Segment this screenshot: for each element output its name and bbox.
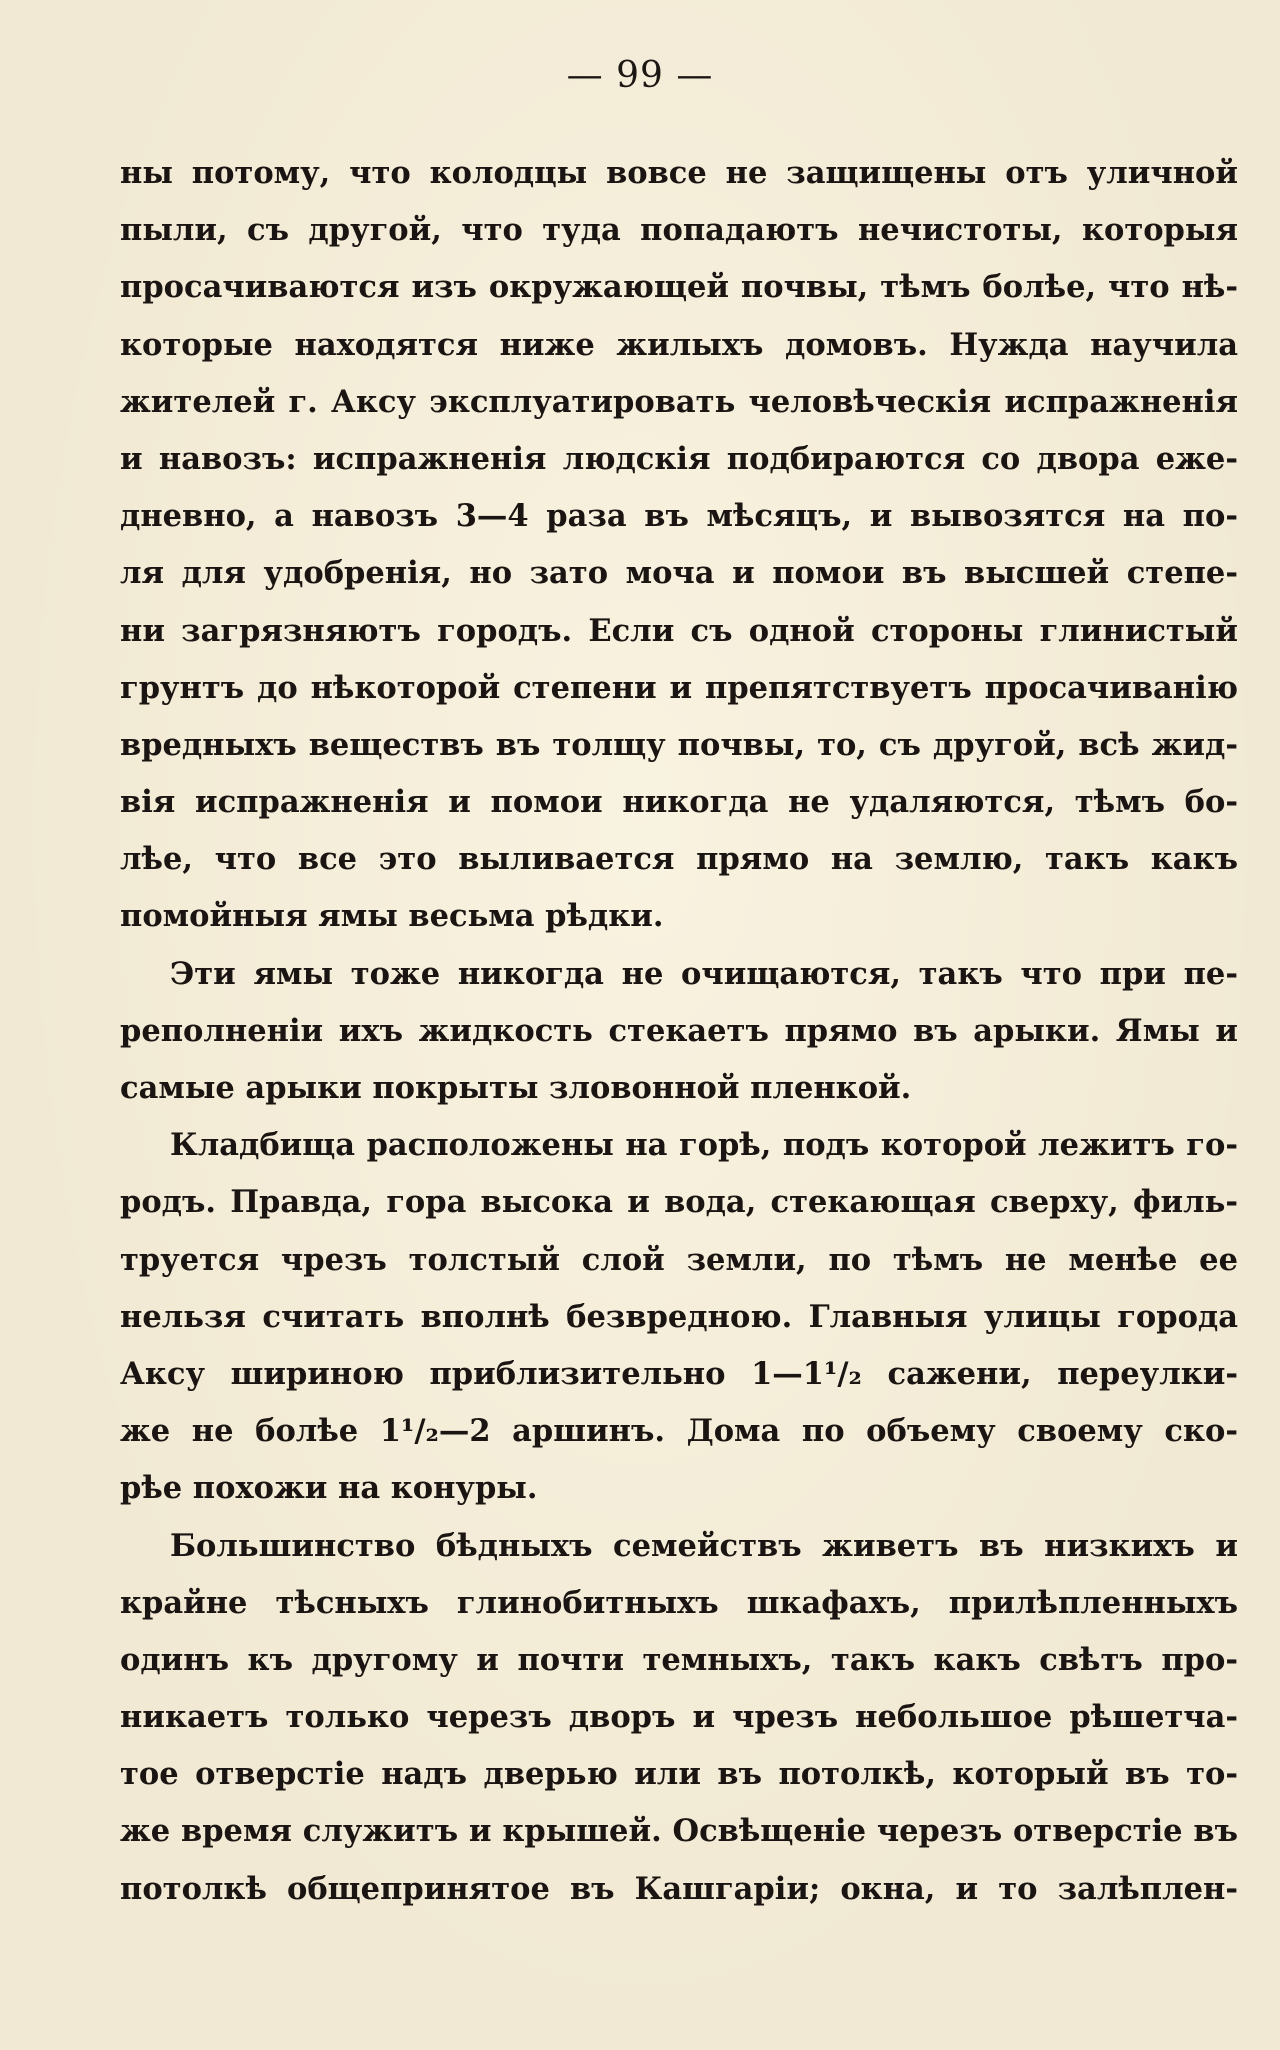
paragraph [120,1518,1238,1918]
text-line: и навозъ: испражненія людскія подбираются со двора еже- [120,440,1238,477]
paragraph [120,946,1238,1118]
text-line: пыли, съ другой, что туда попадаютъ нечистоты, которыя [120,212,1238,249]
text-line: рѣе похожи на конуры. [120,1470,538,1507]
text-line: ны потому, что колодцы вовсе не защищены отъ уличной [120,155,1238,191]
text-line: вія испражненія и помои никогда не удаляются, тѣмъ бо- [120,784,1238,821]
text-line: жителей г. Аксу эксплуатировать человѣческія испражненія [120,383,1238,420]
text-line: помойныя ямы весьма рѣдки. [120,898,664,935]
text-line: потолкѣ общепринятое въ Кашгаріи; окна, и то залѣплен- [120,1870,1238,1907]
text-line: крайне тѣсныхъ глинобитныхъ шкафахъ, прилѣпленныхъ [120,1584,1238,1621]
text-line: которые находятся ниже жилыхъ домовъ. Нужда научила [120,326,1238,363]
text-line: грунтъ до нѣкоторой степени и препятствуетъ просачиванію [120,669,1238,706]
text-line: тое отверстіе надъ дверью или въ потолкѣ, который въ то- [120,1756,1238,1793]
body-text [120,145,1238,1918]
text-line: родъ. Правда, гора высока и вода, стекающая сверху, филь- [120,1184,1238,1221]
text-line: самые арыки покрыты зловонной пленкой. [120,1070,912,1106]
text-line: Эти ямы тоже никогда не очищаются, такъ что при пе- [170,955,1238,992]
text-line: же не болѣе 1¹/₂—2 аршинъ. Дома по объему своему ско- [120,1413,1238,1450]
text-line: лѣе, что все это выливается прямо на землю, такъ какъ [120,841,1238,878]
text-line: Аксу шириною приблизительно 1—1¹/₂ сажени, переулки- [120,1355,1238,1392]
text-line: реполненіи ихъ жидкость стекаетъ прямо въ арыки. Ямы и [120,1012,1238,1049]
text-line: одинъ къ другому и почти темныхъ, такъ какъ свѣтъ про- [120,1641,1238,1678]
page-number: — 99 — [566,55,714,96]
text-line: Кладбища расположены на горѣ, подъ которой лежитъ го- [170,1127,1238,1164]
text-line: просачиваются изъ окружающей почвы, тѣмъ болѣе, что нѣ- [120,269,1238,306]
paragraph [120,1117,1238,1517]
text-line: ля для удобренія, но зато моча и помои въ высшей степе- [120,555,1238,592]
text-line: дневно, а навозъ 3—4 раза въ мѣсяцъ, и вывозятся на по- [120,498,1238,535]
paragraph [120,145,1238,946]
text-line: нельзя считать вполнѣ безвредною. Главныя улицы города [120,1298,1238,1335]
text-line: вредныхъ веществъ въ толщу почвы, то, съ другой, всѣ жид- [120,726,1238,763]
text-line: же время служитъ и крышей. Освѣщеніе черезъ отверстіе въ [120,1813,1238,1850]
text-line: Большинство бѣдныхъ семействъ живетъ въ низкихъ и [170,1527,1238,1564]
text-line: никаетъ только черезъ дворъ и чрезъ небольшое рѣшетча- [120,1699,1238,1736]
text-line: труется чрезъ толстый слой земли, по тѣмъ не менѣе ее [120,1241,1238,1278]
text-line: ни загрязняютъ городъ. Если съ одной стороны глинистый [120,612,1238,649]
